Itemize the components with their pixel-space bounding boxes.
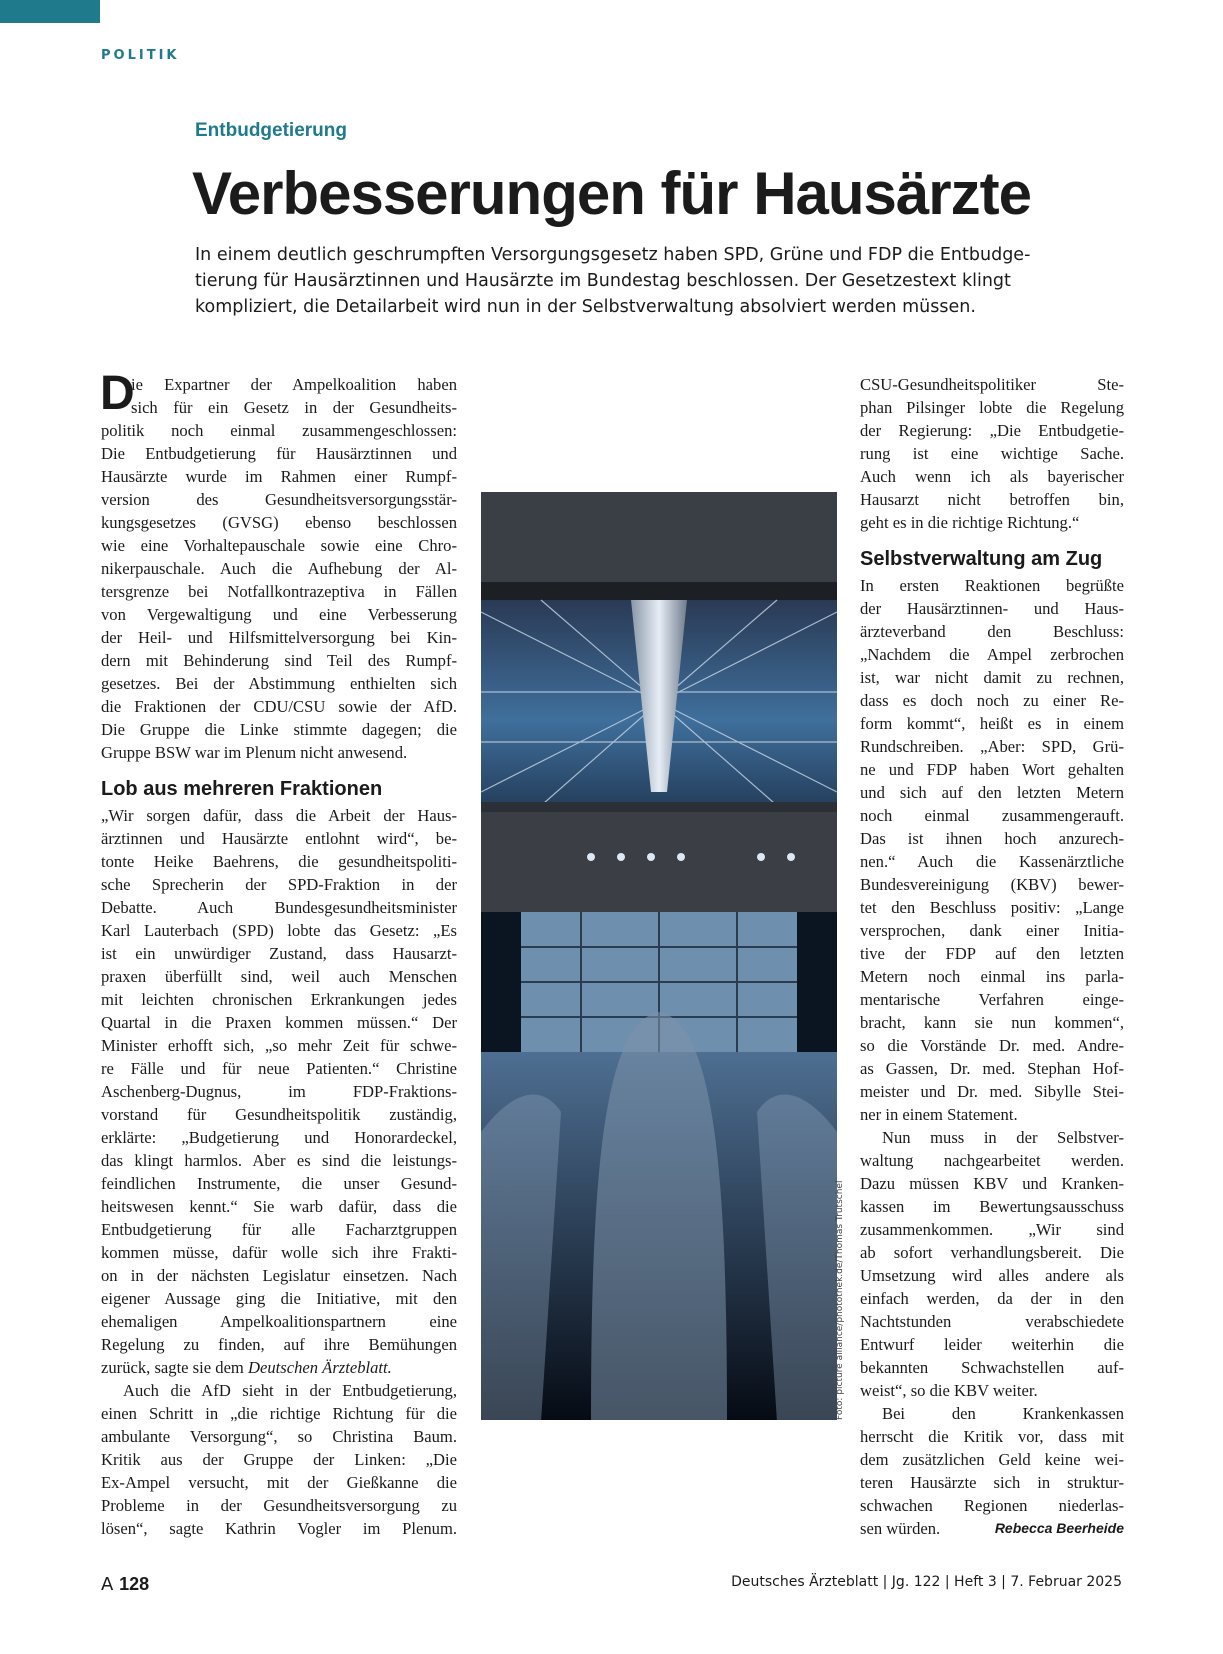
text-line: bekannten Schwachstellen auf- xyxy=(860,1358,1124,1377)
text-line: nen.“ Auch die Kassenärztliche xyxy=(860,852,1124,871)
text-line: nikerpauschale. Auch die Aufhebung der Al- xyxy=(101,559,457,578)
text-line: Nachtstunden verabschiedete xyxy=(860,1312,1124,1331)
text-line: phan Pilsinger lobte die Regelung xyxy=(860,398,1124,417)
text-line: Ex-Ampel versucht, mit der Gießkanne die xyxy=(101,1473,457,1492)
text-line: Metern noch einmal ins parla- xyxy=(860,967,1124,986)
text-line: die Fraktionen der CDU/CSU sowie der AfD. xyxy=(101,697,457,716)
text-line: Das ist ihnen hoch anzurech- xyxy=(860,829,1124,848)
text-line: praxen überfüllt sind, weil auch Menschen xyxy=(101,967,457,986)
text-line: kassen im Bewertungsausschuss xyxy=(860,1197,1124,1216)
text-line: einen Schritt in „die richtige Richtung für die xyxy=(101,1404,457,1423)
text-line: erklärte: „Budgetierung und Honorardeckel, xyxy=(101,1128,457,1147)
text-line: ne und FDP haben Wort gehalten xyxy=(860,760,1124,779)
subheading: Selbstverwaltung am Zug xyxy=(860,548,1103,570)
text-line: dem zusätzlichen Geld keine wei- xyxy=(860,1450,1124,1469)
text-fragment: sen würden. xyxy=(860,1519,941,1538)
text-line: waltung nachgearbeitet werden. xyxy=(860,1151,1124,1170)
text-line: tonte Heike Baehrens, die gesundheitspoliti- xyxy=(101,852,457,871)
article-lead xyxy=(195,242,1045,320)
text-line: ist, war nicht damit zu rechnen, xyxy=(860,668,1124,687)
photo-illustration xyxy=(481,492,837,1420)
text-line: versprochen, dank einer Initia- xyxy=(860,921,1124,940)
text-line: Debatte. Auch Bundesgesundheitsminister xyxy=(101,898,457,917)
text-line: Bei den Krankenkassen xyxy=(882,1404,1124,1423)
text-line: und sich auf den letzten Metern xyxy=(860,783,1124,802)
text-line: wie eine Vorhaltepauschale sowie eine Chro- xyxy=(101,536,457,555)
paragraph-praise xyxy=(101,804,457,1379)
article-kicker: Entbudgetierung xyxy=(195,120,347,141)
text-line: mentarische Verfahren einge- xyxy=(860,990,1124,1009)
text-line: Gruppe BSW war im Plenum nicht anwesend. xyxy=(101,743,408,762)
text-line: eigener Aussage ging die Initiative, mit den xyxy=(101,1289,457,1308)
paragraph-health-insurers xyxy=(860,1402,1124,1540)
text-line: dass es doch noch zu einer Re- xyxy=(860,691,1124,710)
text-line: dern mit Behinderung sind Teil des Rumpf- xyxy=(101,651,457,670)
text-line: vorstand für Gesundheitspolitik zuständig, xyxy=(101,1105,457,1124)
text-line: ambulante Versorgung“, so Christina Baum. xyxy=(101,1427,457,1446)
text-line: sche Sprecherin der SPD-Fraktion in der xyxy=(101,875,457,894)
text-line: Die Gruppe die Linke stimmte dagegen; die xyxy=(101,720,457,739)
text-line: Regelung zu finden, auf ihre Bemühungen xyxy=(101,1335,457,1354)
text-line xyxy=(101,1356,457,1379)
text-line: Aschenberg-Dugnus, im FDP-Fraktions- xyxy=(101,1082,457,1101)
text-line: das klingt harmlos. Aber es sind die leistungs- xyxy=(101,1151,457,1170)
text-fragment: zurück, sagte sie dem xyxy=(101,1358,248,1377)
text-line: von Vergewaltigung und eine Verbesserung xyxy=(101,605,457,624)
left-column xyxy=(100,367,457,1540)
text-line: ner in einem Statement. xyxy=(860,1105,1018,1124)
paragraph-reactions xyxy=(860,574,1124,1126)
text-line: „Wir sorgen dafür, dass die Arbeit der Haus- xyxy=(101,806,457,825)
text-line: Auch wenn ich als bayerischer xyxy=(860,467,1124,486)
text-line: Umsetzung wird alles andere als xyxy=(860,1266,1124,1285)
text-line: weist“, so die KBV weiter. xyxy=(860,1381,1038,1400)
text-line: zusammenkommen. „Wir sind xyxy=(860,1220,1124,1239)
text-line: Auch die AfD sieht in der Entbudgetierung, xyxy=(123,1381,457,1400)
section-label: POLITIK xyxy=(101,48,180,63)
text-line: sich für ein Gesetz in der Gesundheits- xyxy=(131,398,457,417)
text-line: ist ein unwürdiger Zustand, dass Hausarzt- xyxy=(101,944,457,963)
text-line: „Nachdem die Ampel zerbrochen xyxy=(860,645,1124,664)
text-line: Dazu müssen KBV und Kranken- xyxy=(860,1174,1124,1193)
text-line: version des Gesundheitsversorgungsstär- xyxy=(101,490,457,509)
page-number xyxy=(101,1574,149,1595)
text-line: Hausarzt nicht betroffen bin, xyxy=(860,490,1124,509)
text-line: Entbudgetierung für alle Facharztgruppen xyxy=(101,1220,457,1239)
text-line: teren Hausärzte sich in struktur- xyxy=(860,1473,1124,1492)
text-line: heitswesen kennt.“ Sie warb dafür, dass die xyxy=(101,1197,457,1216)
article-headline: Verbesserungen für Hausärzte xyxy=(192,160,1031,227)
text-line: Quartal in die Praxen kommen müssen.“ Der xyxy=(101,1013,457,1032)
photo-credit: Foto: picture alliance/photothek.de/Thomas Trutschel xyxy=(835,1180,845,1420)
text-line: re Fälle und für neue Patienten.“ Christine xyxy=(101,1059,457,1078)
text-line: noch einmal zusammengerauft. xyxy=(860,806,1124,825)
text-line: Die Entbudgetierung für Hausärztinnen und xyxy=(101,444,457,463)
text-line: Nun muss in der Selbstver- xyxy=(882,1128,1124,1147)
text-line: Hausärzte wurde im Rahmen einer Rumpf- xyxy=(101,467,457,486)
text-line: In ersten Reaktionen begrüßte xyxy=(860,576,1124,595)
text-line: Probleme in der Gesundheitsversorgung zu xyxy=(101,1496,457,1515)
text-line: Kritik aus der Gruppe der Linken: „Die xyxy=(101,1450,457,1469)
text-line: ehemaligen Ampelkoalitionspartnern eine xyxy=(101,1312,457,1331)
paragraph-intro xyxy=(100,367,457,764)
author-name: Rebecca Beerheide xyxy=(994,1520,1124,1536)
text-line: geht es in die richtige Richtung.“ xyxy=(860,513,1080,532)
text-line: rung ist eine wichtige Sache. xyxy=(860,444,1124,463)
text-line: Karl Lauterbach (SPD) lobte das Gesetz: „Es xyxy=(101,921,457,940)
text-line: herrscht die Kritik vor, dass mit xyxy=(860,1427,1124,1446)
text-line: ie Expartner der Ampelkoalition haben xyxy=(131,375,457,394)
text-line: ärzteverband den Beschluss: xyxy=(860,622,1124,641)
publication-info: Deutsches Ärzteblatt | Jg. 122 | Heft 3 | 7. Februar 2025 xyxy=(731,1574,1122,1590)
page-prefix: A xyxy=(101,1574,114,1595)
text-line: Entwurf leider weiterhin die xyxy=(860,1335,1124,1354)
paragraph-csu xyxy=(860,373,1124,534)
text-line: so die Vorstände Dr. med. Andre- xyxy=(860,1036,1124,1055)
right-column xyxy=(860,373,1124,1540)
text-line: as Gassen, Dr. med. Stephan Hof- xyxy=(860,1059,1124,1078)
text-line: tet den Beschluss positiv: „Lange xyxy=(860,898,1124,917)
page-number-value: 128 xyxy=(119,1574,150,1594)
text-line: form kommt“, heißt es in einem xyxy=(860,714,1124,733)
lead-line: kompliziert, die Detailarbeit wird nun in der Selbstverwaltung absolviert werden müssen. xyxy=(195,297,976,317)
text-line: CSU-Gesundheitspolitiker Ste- xyxy=(860,375,1124,394)
text-line: feindlichen Instrumente, die unser Gesund- xyxy=(101,1174,457,1193)
text-line: Bundesvereinigung (KBV) bewer- xyxy=(860,875,1124,894)
text-line: der Regierung: „Die Entbudgetie- xyxy=(860,421,1124,440)
text-line: Rundschreiben. „Aber: SPD, Grü- xyxy=(860,737,1124,756)
text-line: mit leichten chronischen Erkrankungen jedes xyxy=(101,990,457,1009)
section-color-bar xyxy=(0,0,100,23)
text-line: der Heil- und Hilfsmittelversorgung bei Kin- xyxy=(101,628,457,647)
subheading: Lob aus mehreren Fraktionen xyxy=(101,778,383,800)
bundestag-dome-photo xyxy=(481,492,837,1420)
publication-name-italic: Deutschen Ärzteblatt. xyxy=(248,1358,392,1377)
text-line: bracht, kann sie nun kommen“, xyxy=(860,1013,1124,1032)
text-line: gesetzes. Bei der Abstimmung enthielten sich xyxy=(101,674,457,693)
text-line: schwachen Regionen niederlas- xyxy=(860,1496,1124,1515)
paragraph-afd-linke xyxy=(101,1379,457,1540)
text-line: ärztinnen und Hausärzte entlohnt wird“, be- xyxy=(101,829,457,848)
text-line: Minister erhofft sich, „so mehr Zeit für schwe- xyxy=(101,1036,457,1055)
text-line: meister und Dr. med. Sibylle Stei- xyxy=(860,1082,1124,1101)
text-line: tersgrenze bei Notfallkontrazeptiva in Fällen xyxy=(101,582,457,601)
text-line: kommen müsse, dafür wolle sich ihre Frakti- xyxy=(101,1243,457,1262)
text-line: einfach werden, da der in den xyxy=(860,1289,1124,1308)
text-line: der Hausärztinnen- und Haus- xyxy=(860,599,1124,618)
text-line: politik noch einmal zusammengeschlossen: xyxy=(101,421,457,440)
lead-line: In einem deutlich geschrumpften Versorgungsgesetz haben SPD, Grüne und FDP die Entbudge- xyxy=(195,245,1031,265)
text-line xyxy=(860,1517,1124,1540)
text-line: ab sofort verhandlungsbereit. Die xyxy=(860,1243,1124,1262)
text-line: lösen“, sagte Kathrin Vogler im Plenum. xyxy=(101,1519,457,1538)
drop-cap: D xyxy=(100,367,135,420)
text-line: tive der FDP auf den letzten xyxy=(860,944,1124,963)
lead-line: tierung für Hausärztinnen und Hausärzte im Bundestag beschlossen. Der Gesetzestext klingt xyxy=(195,271,1011,291)
text-line: kungsgesetzes (GVSG) ebenso beschlossen xyxy=(101,513,457,532)
text-line: on in der nächsten Legislatur einsetzen. Nach xyxy=(101,1266,457,1285)
paragraph-self-administration xyxy=(860,1126,1124,1402)
